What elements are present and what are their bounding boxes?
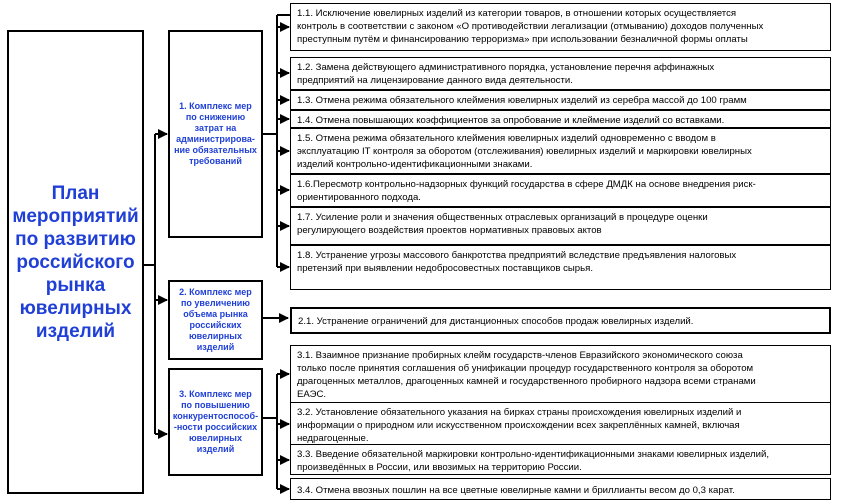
measure-item-1-4: 1.4. Отмена повышающих коэффициентов за опробование и клеймение изделий со вставками.: [290, 110, 831, 128]
measure-item-3-1: 3.1. Взаимное признание пробирных клейм государств-членов Евразийского экономического союза только после принятия соглашения об унификации процедур государственного контроля за оборотом драгоценных металлов, драгоценных камней и государственного пробирного надзора всеми странами ЕАЭС.: [290, 345, 831, 403]
group-label-1: 1. Комплекс мер по снижению затрат на администрирова- ние обязательных требований: [174, 101, 257, 166]
plan-title-box: [7, 30, 144, 494]
measure-item-1-5: 1.5. Отмена режима обязательного клеймения ювелирных изделий одновременно с вводом в эксплуатацию IT контроля за оборотом (отслеживания) ювелирных изделий и маркировки ювелирных изделий контрольно-идентификационными знаками.: [290, 128, 831, 174]
measure-item-3-4: 3.4. Отмена ввозных пошлин на все цветные ювелирные камни и бриллианты весом до 0,3 карат.: [290, 478, 831, 500]
group-box-2: [168, 280, 263, 360]
group-label-2: 2. Комплекс мер по увеличению объема рынка российских ювелирных изделий: [179, 287, 252, 352]
measure-item-1-1: 1.1. Исключение ювелирных изделий из категории товаров, в отношении которых осуществляется контроль в соответствии с законом «О противодействии легализации (отмыванию) доходов полученных преступным путём и финансированию терроризма» при использовании безналичной формы оплаты: [290, 3, 831, 51]
measure-item-3-3: 3.3. Введение обязательной маркировки контрольно-идентификационными знаками ювелирных изделий, произведённых в России, или ввозимых на территорию России.: [290, 445, 831, 475]
plan-title: План мероприятий по развитию российского рынка ювелирных изделий: [12, 182, 139, 342]
group-label-3: 3. Комплекс мер по повышению конкурентоспособ- -ности российских ювелирных изделий: [172, 389, 259, 454]
measure-item-1-6: 1.6.Пересмотр контрольно-надзорных функций государства в сфере ДМДК на основе внедрения риск- ориентированного подхода.: [290, 174, 831, 207]
measure-item-1-2: 1.2. Замена действующего административного порядка, установление перечня аффинажных предприятий на лицензирование данного вида деятельности.: [290, 57, 831, 90]
measure-item-2-1: 2.1. Устранение ограничений для дистанционных способов продаж ювелирных изделий.: [290, 307, 831, 334]
group-box-1: [168, 30, 263, 238]
measure-item-1-8: 1.8. Устранение угрозы массового банкротства предприятий вследствие предъявления налоговых претензий при выявлении недобросовестных поставщиков сырья.: [290, 245, 831, 290]
group-box-3: [168, 368, 263, 476]
measure-item-1-3: 1.3. Отмена режима обязательного клеймения ювелирных изделий из серебра массой до 100 грамм: [290, 90, 831, 110]
measure-item-1-7: 1.7. Усиление роли и значения общественных отраслевых организаций в процедуре оценки регулирующего воздействия проектов нормативных правовых актов: [290, 207, 831, 245]
measure-item-3-2: 3.2. Установление обязательного указания на бирках страны происхождения ювелирных изделий и информации о природном или искусственном происхождении всех закреплённых камней, включая недрагоценные.: [290, 403, 831, 445]
